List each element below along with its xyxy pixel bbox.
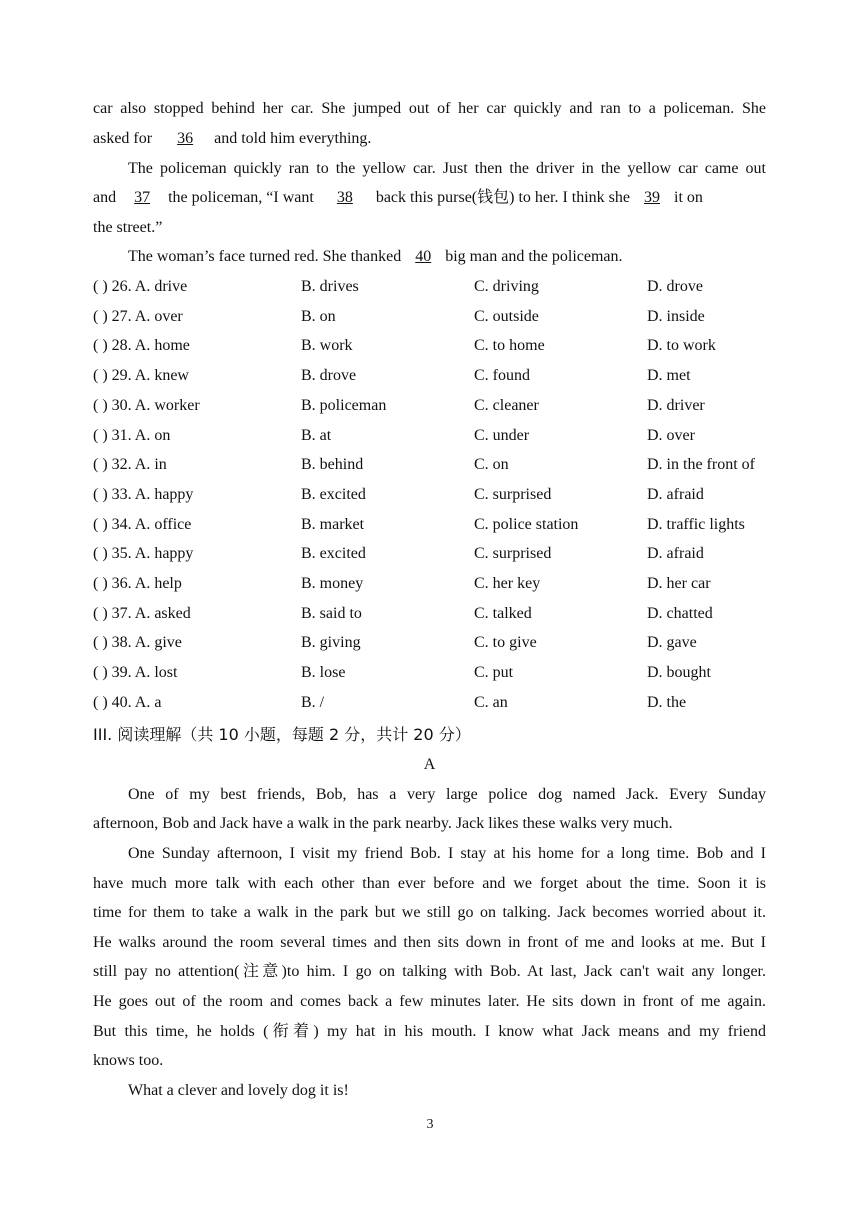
passage-line: One Sunday afternoon, I visit my friend Bob. I stay at his home for a long time. Bob and I: [128, 845, 766, 862]
passage-line: time for them to take a walk in the park but we still go on talking. Jack becomes worried about it.: [93, 904, 766, 921]
option-d: D. over: [647, 426, 695, 444]
blank-38: 38: [336, 189, 353, 206]
text-fragment: it on: [674, 189, 703, 206]
option-b: B. said to: [301, 604, 362, 622]
passage-line: [93, 186, 766, 210]
question-stem: ( ) 29. A. knew: [93, 367, 189, 385]
option-b: B. at: [301, 426, 332, 444]
question-stem: ( ) 30. A. worker: [93, 396, 200, 414]
option-d: D. to work: [647, 337, 716, 355]
page-number: 3: [426, 1117, 434, 1132]
passage-line: knows too.: [93, 1052, 164, 1069]
option-c: C. cleaner: [474, 396, 539, 414]
passage-line: [93, 127, 766, 151]
option-row: [93, 275, 766, 299]
option-d: D. chatted: [647, 604, 713, 622]
option-d: D. gave: [647, 634, 697, 652]
option-d: D. afraid: [647, 485, 704, 503]
option-b: B. on: [301, 307, 336, 325]
option-b: B. drives: [301, 278, 359, 295]
option-b: B. /: [301, 693, 325, 711]
question-stem: ( ) 35. A. happy: [93, 545, 194, 563]
passage-line: He walks around the room several times and then sits down in front of me and looks at me. But I: [93, 934, 766, 951]
text-fragment: and told him everything.: [214, 130, 372, 147]
text-fragment: the policeman, “I want: [168, 189, 314, 206]
option-b: B. policeman: [301, 396, 387, 414]
option-c: C. found: [474, 367, 530, 385]
option-row: [93, 305, 766, 329]
option-b: B. behind: [301, 456, 364, 474]
option-c: C. to home: [474, 337, 545, 355]
section-heading: III. 阅读理解（共 10 小题，每题 2 分，共计 20 分）: [93, 725, 471, 744]
passage-line: One of my best friends, Bob, has a very large police dog named Jack. Every Sunday: [128, 786, 766, 803]
option-row: [93, 483, 766, 507]
text-fragment: asked for: [93, 130, 153, 147]
option-c: C. talked: [474, 604, 532, 622]
text-fragment: The woman’s face turned red. She thanked: [128, 248, 402, 265]
question-stem: ( ) 33. A. happy: [93, 485, 194, 503]
option-row: [93, 661, 766, 685]
blank-36: 36: [177, 130, 194, 147]
passage-line: the street.”: [93, 219, 163, 236]
option-b: B. excited: [301, 485, 366, 503]
option-b: B. work: [301, 337, 353, 355]
question-stem: ( ) 40. A. a: [93, 693, 162, 711]
option-c: C. put: [474, 664, 514, 682]
option-c: C. on: [474, 456, 509, 474]
option-row: [93, 394, 766, 418]
option-row: [93, 542, 766, 566]
option-row: [93, 691, 766, 715]
option-c: C. her key: [474, 575, 541, 592]
option-c: C. surprised: [474, 545, 552, 563]
option-b: B. excited: [301, 545, 366, 563]
passage-line: The policeman quickly ran to the yellow car. Just then the driver in the yellow car came out: [128, 160, 766, 177]
question-stem: ( ) 31. A. on: [93, 426, 171, 444]
option-d: D. the: [647, 693, 687, 711]
option-row: [93, 631, 766, 655]
question-stem: ( ) 36. A. help: [93, 575, 182, 592]
text-fragment: back this purse(钱包) to her. I think she: [375, 189, 631, 206]
question-stem: ( ) 37. A. asked: [93, 604, 191, 622]
question-stem: ( ) 28. A. home: [93, 337, 190, 355]
option-d: D. traffic lights: [647, 515, 745, 533]
part-label: A: [423, 756, 436, 773]
passage-line: But this time, he holds (衔着) my hat in his mouth. I know what Jack means and my friend: [93, 1023, 766, 1040]
passage-line: still pay no attention(注意)to him. I go on talking with Bob. At last, Jack can't wait any longer.: [93, 963, 766, 980]
blank-37: 37: [134, 189, 151, 206]
question-stem: ( ) 27. A. over: [93, 307, 183, 325]
option-d: D. her car: [647, 575, 711, 592]
question-stem: ( ) 38. A. give: [93, 634, 182, 652]
option-d: D. drove: [647, 278, 703, 295]
passage-line: He goes out of the room and comes back a few minutes later. He sits down in front of me again.: [93, 993, 766, 1010]
option-d: D. in the front of: [647, 456, 755, 474]
question-stem: ( ) 32. A. in: [93, 456, 167, 474]
question-stem: ( ) 34. A. office: [93, 515, 192, 533]
option-d: D. driver: [647, 396, 705, 414]
question-stem: ( ) 26. A. drive: [93, 278, 188, 295]
option-b: B. lose: [301, 664, 346, 682]
option-c: C. under: [474, 426, 530, 444]
option-row: [93, 364, 766, 388]
option-c: C. outside: [474, 307, 539, 325]
passage-line: afternoon, Bob and Jack have a walk in the park nearby. Jack likes these walks very much.: [93, 815, 673, 832]
option-d: D. afraid: [647, 545, 704, 563]
blank-39: 39: [644, 189, 661, 206]
option-b: B. market: [301, 515, 365, 533]
passage-line: [93, 245, 801, 269]
text-fragment: and: [93, 189, 117, 206]
option-row: [93, 572, 766, 596]
option-c: C. to give: [474, 634, 537, 652]
option-d: D. met: [647, 367, 691, 385]
option-row: [93, 513, 766, 537]
option-row: [93, 602, 766, 626]
blank-40: 40: [415, 248, 432, 265]
option-row: [93, 334, 766, 358]
option-c: C. an: [474, 693, 508, 711]
option-c: C. surprised: [474, 485, 552, 503]
text-fragment: big man and the policeman.: [445, 248, 623, 265]
option-c: C. driving: [474, 278, 539, 295]
option-b: B. giving: [301, 634, 361, 652]
option-b: B. money: [301, 575, 364, 592]
option-d: D. bought: [647, 664, 711, 682]
question-stem: ( ) 39. A. lost: [93, 664, 178, 682]
passage-line: car also stopped behind her car. She jumped out of her car quickly and ran to a policeman. She: [93, 100, 766, 117]
option-c: C. police station: [474, 515, 579, 533]
option-row: [93, 424, 766, 448]
option-b: B. drove: [301, 367, 357, 385]
option-row: [93, 453, 766, 477]
option-d: D. inside: [647, 307, 705, 325]
passage-line: have much more talk with each other than ever before and we forget about the time. Soon it is: [93, 875, 766, 892]
passage-line: What a clever and lovely dog it is!: [128, 1082, 349, 1099]
